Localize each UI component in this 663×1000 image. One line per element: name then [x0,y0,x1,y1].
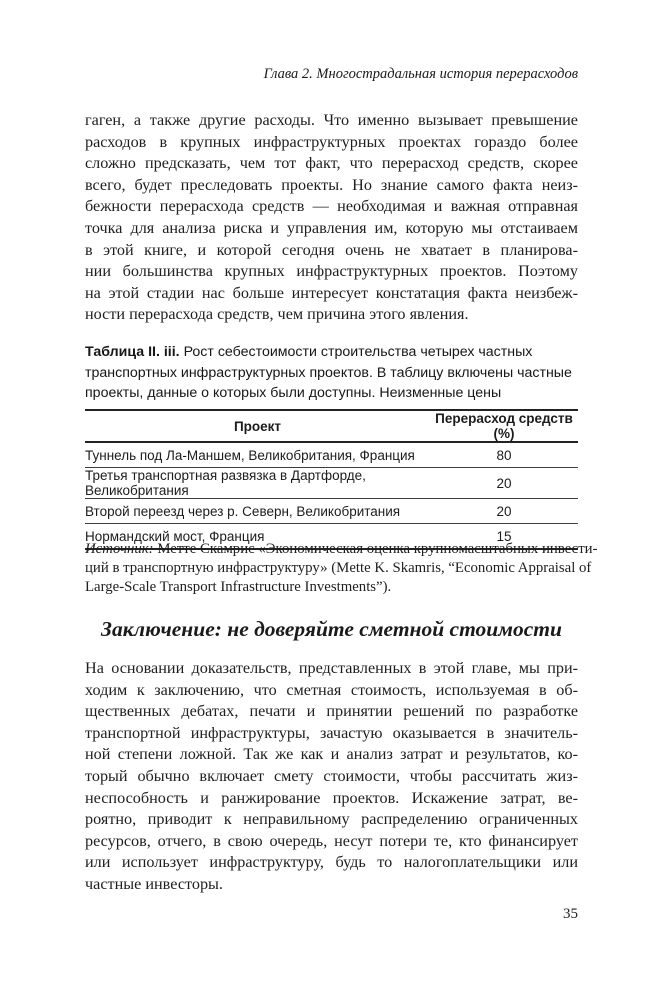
page-number: 35 [563,906,578,922]
table-caption-label: Таблица II. iii. [85,344,180,360]
paragraph-line: На основании доказательств, представленных в этой главе, мы при- [85,659,578,677]
paragraph-continuation [85,110,578,326]
overrun-value: 80 [496,447,512,463]
table-caption-text: Рост себестоимости строительства четырех частных [183,344,533,360]
paragraph-line: в этой книге, и которой сегодня очень не хватает в планирова- [85,240,578,259]
conclusion-paragraph [85,658,578,896]
project-name: Нормандский мост, Франция [85,524,430,550]
paragraph-line: ходим к заключению, что сметная стоимость, используемая в об- [85,680,578,699]
table-row [85,468,578,499]
paragraph-line: расходов в крупных инфраструктурных проектах гораздо более [85,132,578,151]
paragraph-line: ресурсов, отчего, в свою очередь, несут потери те, кто финансирует [85,831,578,850]
table-row [85,442,578,468]
source-line: Large-Scale Transport Infrastructure Investments”). [85,579,392,595]
cost-overrun-table [85,409,578,550]
overrun-value: 20 [430,499,578,524]
paragraph-line: всего, будет преследовать проекты. Но знание самого факта неиз- [85,175,578,194]
paragraph-line: точка для анализа риска и управления им, которую мы отстаиваем [85,218,578,237]
source-text: Метте Скамрис «Экономическая оценка крупномасштабных инвести- [157,541,598,557]
column-header-overrun: Перерасход средств (%) [430,410,578,442]
running-head: Глава 2. Многострадальная история перерасходов [263,66,578,82]
table-row [85,499,578,524]
table-caption-line: проекты, данные о которых были доступны. Неизменные цены [85,385,502,401]
project-name: Второй переезд через р. Северн, Великобритания [85,499,430,524]
table-header-row [85,410,578,442]
paragraph-line: транспортной инфраструктуры, зачастую оказывается в значитель- [85,723,578,742]
paragraph-line: нии большинства крупных инфраструктурных проектов. Поэтому [85,262,578,281]
paragraph-line: щественных дебатах, печати и принятии решений по разработке [85,702,578,721]
paragraph-line: ности перерасхода средств, чем причина этого явления. [85,305,469,324]
paragraph-line: или использует инфраструктуру, будь то налогоплательщики или [85,853,578,872]
source-note [85,540,598,597]
paragraph-line: частные инвесторы. [85,874,223,893]
paragraph-line: роятно, приводит к неправильному распределению ограниченных [85,810,578,829]
paragraph-line: гаген, а также другие расходы. Что именно вызывает превышение [85,111,578,129]
source-label: Источник: [85,541,154,557]
column-header-project: Проект [85,410,430,442]
paragraph-line: ной степени ложной. Так же как и анализ затрат и результатов, ко- [85,745,578,764]
overrun-value: 15 [430,524,578,550]
paragraph-line: на этой стадии нас больше интересует констатация факта неизбеж- [85,283,578,302]
table-caption [85,342,578,404]
source-line: ций в транспортную инфраструктуру» (Mette K. Skamris, “Economic Appraisal of [85,560,592,576]
overrun-value: 20 [430,468,578,499]
table-caption-line: транспортных инфраструктурных проектов. В таблицу включены частные [85,364,572,381]
project-name: Третья транспортная развязка в Дартфорде, Великобритания [85,468,430,499]
section-heading: Заключение: не доверяйте сметной стоимости [101,617,562,641]
source-line [85,540,598,559]
table-caption-line [85,342,578,363]
paragraph-line: неспособность и ранжирование проектов. Искажение затрат, ве- [85,788,578,807]
paragraph-line: сложно предсказать, чем тот факт, что перерасход средств, скорее [85,154,578,173]
paragraph-line: бежности перерасхода средств — необходимая и важная отправная [85,197,578,216]
paragraph-line: торый обычно включает смету стоимости, чтобы рассчитать жиз- [85,766,578,785]
project-name: Туннель под Ла-Маншем, Великобритания, Франция [85,447,415,463]
